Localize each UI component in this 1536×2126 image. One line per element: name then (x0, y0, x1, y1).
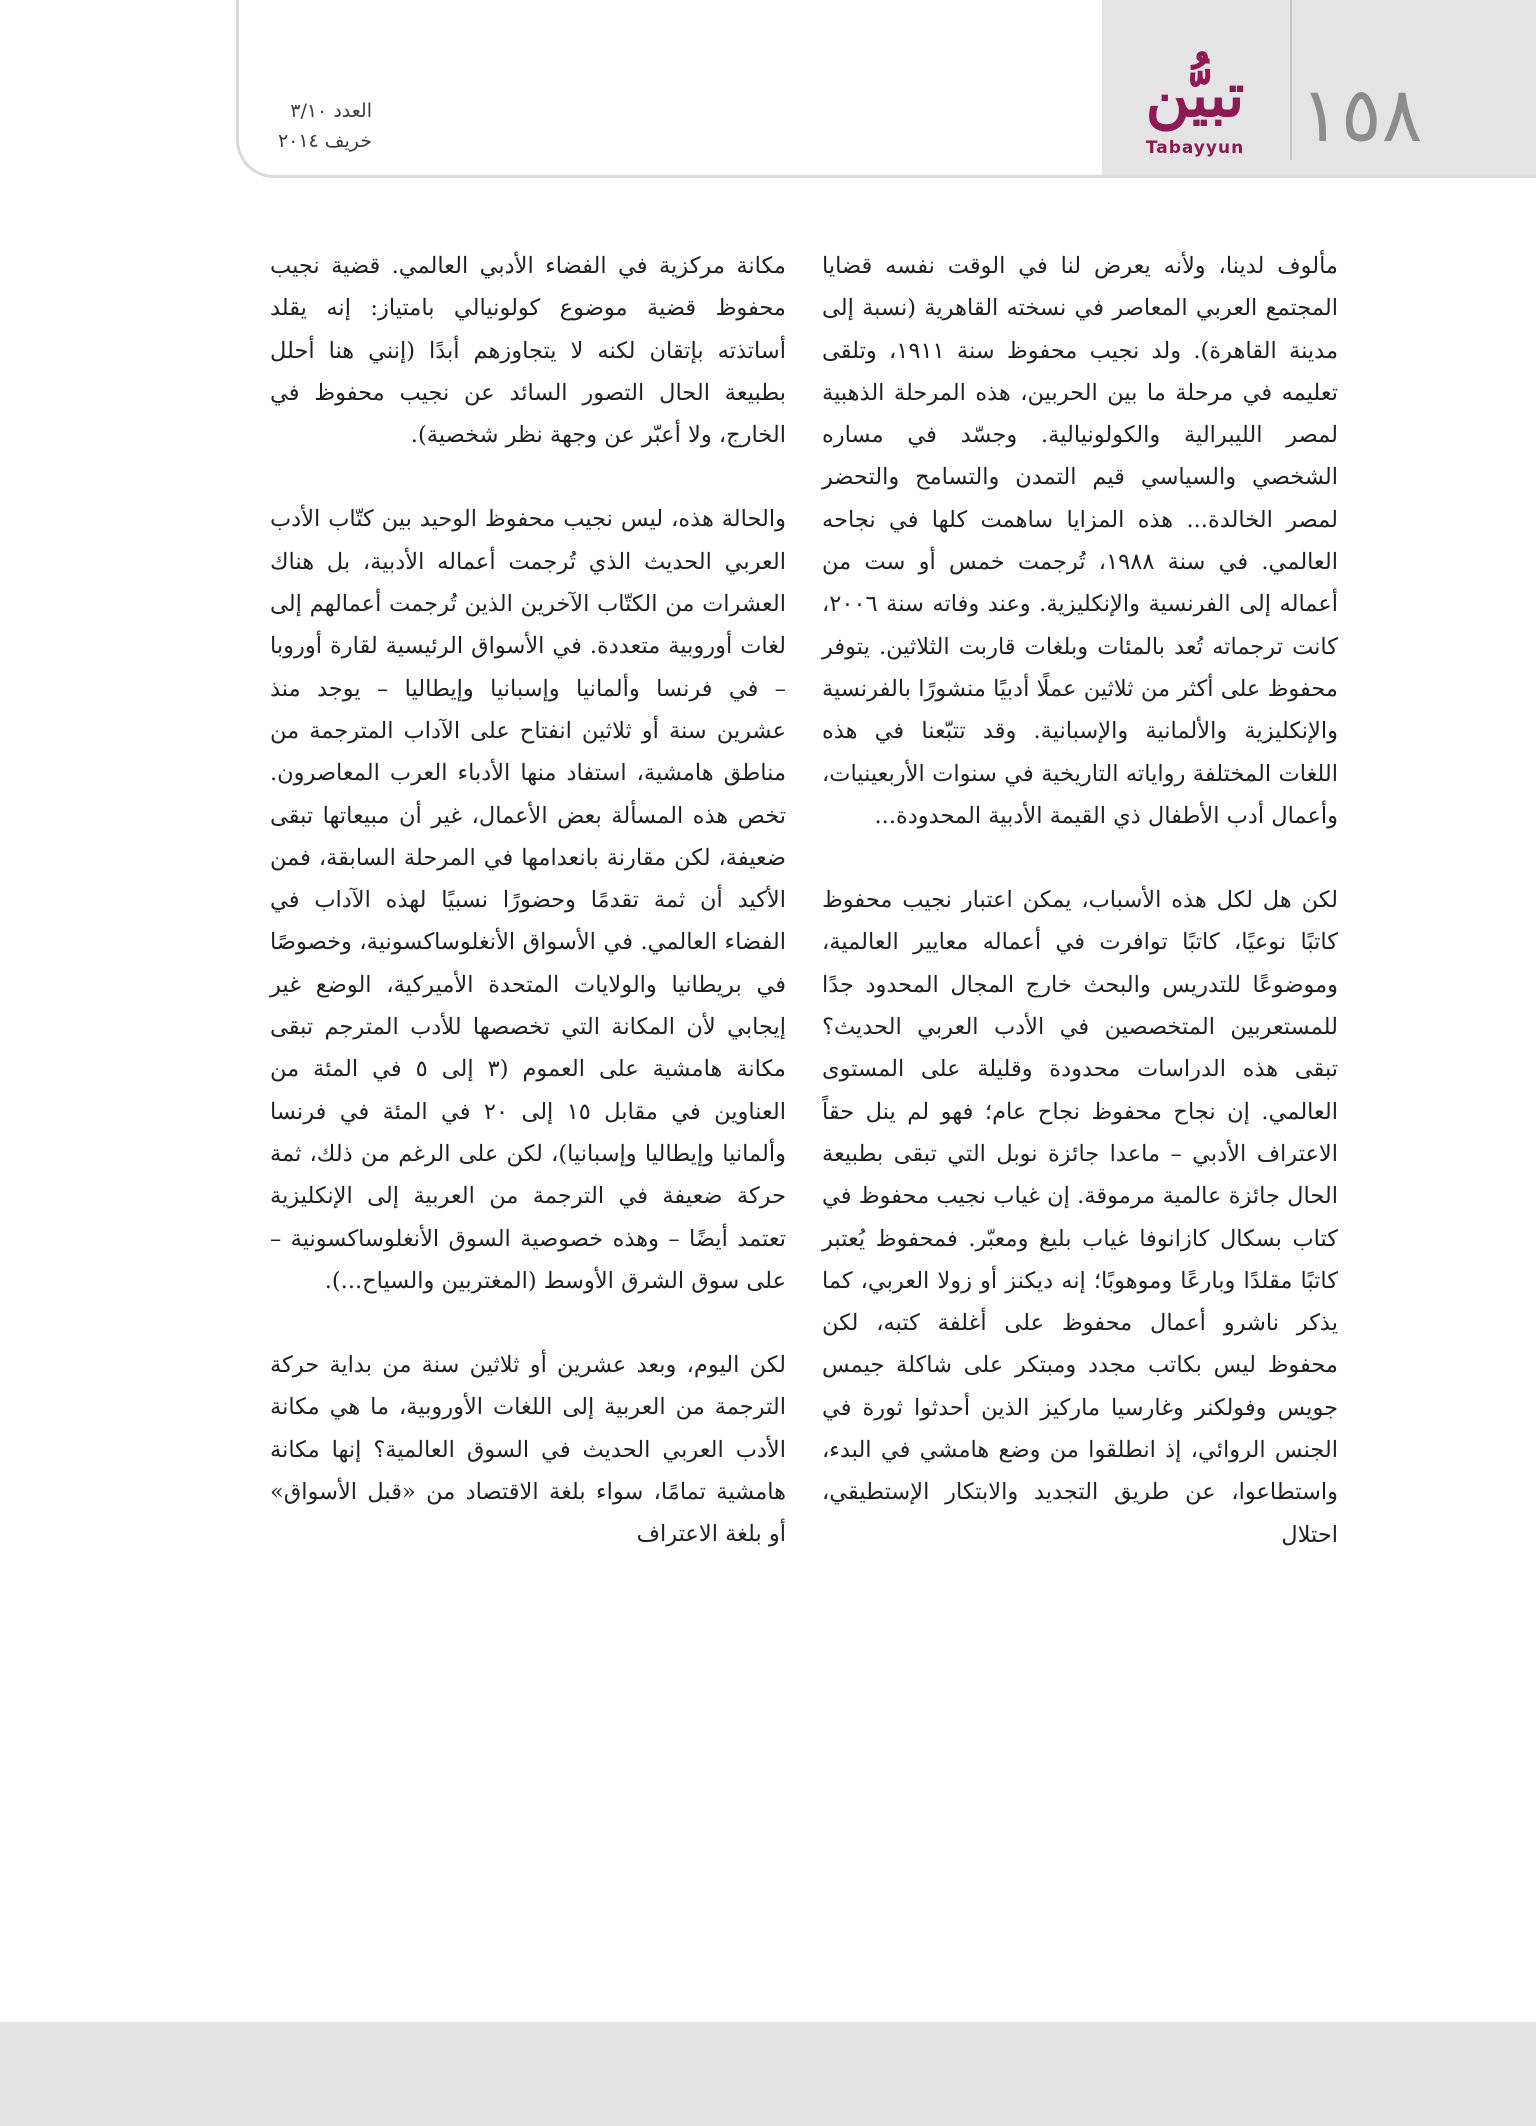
paragraph: لكن اليوم، وبعد عشرين أو ثلاثين سنة من بداية حركة الترجمة من العربية إلى اللغات الأوروبية، ما هي مكانة الأدب العربي الحديث في السوق العالمية؟ إنها مكانة هامشية تمامًا، سواء بلغة الاقتصاد من «قبل الأسواق» أو بلغة الاعتراف (270, 1352, 786, 1548)
issue-info (262, 96, 372, 156)
paragraph: مألوف لدينا، ولأنه يعرض لنا في الوقت نفسه قضايا المجتمع العربي المعاصر في نسخته القاهرية (نسبة إلى مدينة القاهرة). ولد نجيب محفوظ سنة ١٩١١، وتلقى تعليمه في مرحلة ما بين الحربين، هذه المرحلة الذهبية لمصر الليبرالية والكولونيالية. وجسّد في مساره الشخصي والسياسي قيم التمدن والتسامح والتحضر لمصر الخالدة... هذه المزايا ساهمت كلها في نجاحه العالمي. في سنة ١٩٨٨، تُرجمت خمس أو ست من أعماله إلى الفرنسية والإنكليزية. وعند وفاته سنة ٢٠٠٦، كانت ترجماته تُعد بالمئات وبلغات قاربت الثلاثين. يتوفر محفوظ على أكثر من ثلاثين عملًا أدبيًا منشورًا بالفرنسية والإنكليزية والألمانية والإسبانية. وقد تتبّعنا في هذه اللغات المختلفة رواياته التاريخية في سنوات الأربعينيات، وأعمال أدب الأطفال ذي القيمة الأدبية المحدودة... (822, 253, 1338, 829)
issue-number: العدد ٣/١٠ (290, 100, 372, 122)
header-divider (1290, 0, 1292, 160)
paragraph: مكانة مركزية في الفضاء الأدبي العالمي. قضية نجيب محفوظ قضية موضوع كولونيالي بامتياز: إنه يقلد أساتذته بإتقان لكنه لا يتجاوزهم أبدًا (إنني هنا أحلل بطبيعة الحال التصور السائد عن نجيب محفوظ في الخارج، ولا أعبّر عن وجهة نظر شخصية). (270, 253, 786, 449)
paragraph: لكن هل لكل هذه الأسباب، يمكن اعتبار نجيب محفوظ كاتبًا نوعيًا، كاتبًا توافرت في أعماله معايير العالمية، وموضوعًا للتدريس والبحث خارج المجال المحدود جدًا للمستعربين المتخصصين في الأدب العربي الحديث؟ تبقى هذه الدراسات محدودة وقليلة على المستوى العالمي. إن نجاح محفوظ نجاح عام؛ فهو لم ينل حقاً الاعتراف الأدبي – ماعدا جائزة نوبل التي تبقى بطبيعة الحال جائزة عالمية مرموقة. إن غياب نجيب محفوظ في كتاب بسكال كازانوفا غياب بليغ ومعبّر. فمحفوظ يُعتبر كاتبًا مقلدًا وبارعًا وموهوبًا؛ إنه ديكنز أو زولا العربي، كما يذكر ناشرو أعمال محفوظ على أغلفة كتبه، لكن محفوظ ليس بكاتب مجدد ومبتكر على شاكلة جيمس جويس وفولكنر وغارسيا ماركيز الذين أحدثوا ثورة في الجنس الروائي، إذ انطلقوا من وضع هامشي في البدء، واستطاعوا، عن طريق التجديد والابتكار الإستطيقي، احتلال (822, 887, 1338, 1548)
logo-latin-text: Tabayyun (1145, 138, 1245, 158)
issue-season: خريف ٢٠١٤ (277, 130, 372, 152)
right-text-column (822, 245, 1338, 1556)
paragraph: والحالة هذه، ليس نجيب محفوظ الوحيد بين كتّاب الأدب العربي الحديث الذي تُرجمت أعماله الأدبية، بل هناك العشرات من الكتّاب الآخرين الذين تُرجمت أعمالهم إلى لغات أوروبية متعددة. في الأسواق الرئيسية لقارة أوروبا – في فرنسا وألمانيا وإسبانيا وإيطاليا – يوجد منذ عشرين سنة أو ثلاثين انفتاح على الآداب المترجمة من مناطق هامشية، استفاد منها الأدباء العرب المعاصرون. تخص هذه المسألة بعض الأعمال، غير أن مبيعاتها تبقى ضعيفة، لكن مقارنة بانعدامها في المرحلة السابقة، فمن الأكيد أن ثمة تقدمًا وحضورًا نسبيًا لهذه الآداب في الفضاء العالمي. في الأسواق الأنغلوساكسونية، وخصوصًا في بريطانيا والولايات المتحدة الأميركية، الوضع غير إيجابي لأن المكانة التي تخصصها للأدب المترجم تبقى مكانة هامشية على العموم (٣ إلى ٥ في المئة من العناوين في مقابل ١٥ إلى ٢٠ في المئة في فرنسا وألمانيا وإيطاليا وإسبانيا)، لكن على الرغم من ذلك، ثمة حركة ضعيفة في الترجمة من العربية إلى الإنكليزية تعتمد أيضًا – وهذه خصوصية السوق الأنغلوساكسونية – على سوق الشرق الأوسط (المغتربين والسياح...). (270, 506, 786, 1294)
logo-arabic-text: تبيُّن (1145, 61, 1245, 131)
page-number: ١٥٨ (1300, 70, 1423, 159)
footer-band (0, 2022, 1536, 2126)
left-text-column (270, 245, 786, 1556)
journal-logo (1120, 60, 1270, 160)
